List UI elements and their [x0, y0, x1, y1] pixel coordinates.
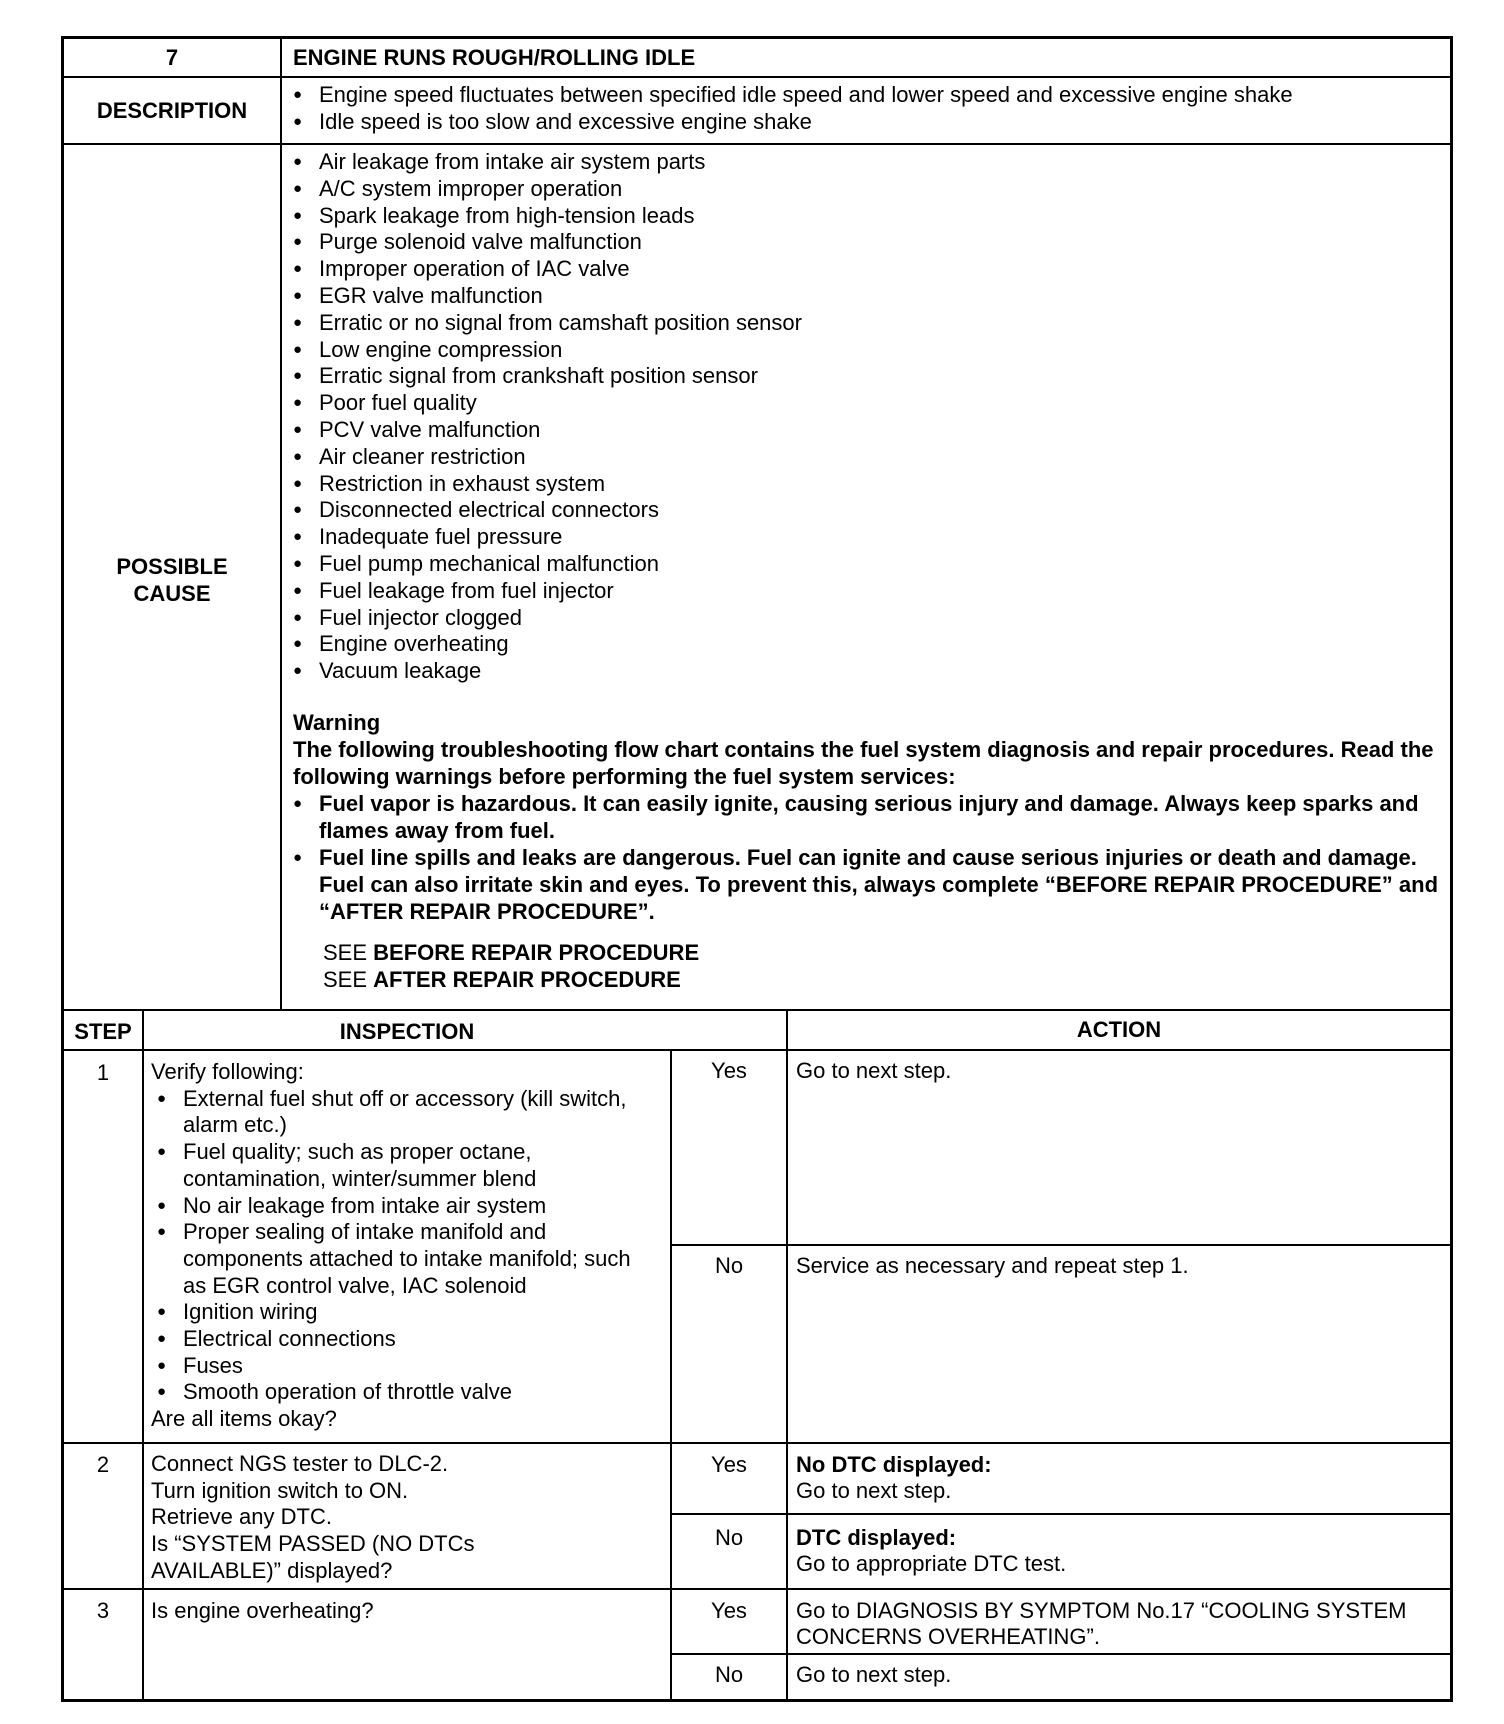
description-list [287, 82, 1442, 136]
yes-action: Go to next step. [796, 1058, 952, 1083]
yes-action [796, 1452, 1436, 1504]
no-label: No [714, 1525, 744, 1550]
row-divider [64, 143, 1450, 145]
yes-label: Yes [711, 1058, 747, 1083]
action-suffix: No.17 “COOLING SYSTEM CONCERNS OVERHEATING”. [796, 1598, 1407, 1649]
inspection-line: Turn ignition switch to ON. [151, 1477, 409, 1503]
list-item: ● Engine overheating [287, 631, 1442, 658]
list-item: ● Ignition wiring [151, 1299, 656, 1326]
warning-block [293, 709, 1443, 925]
column-divider [142, 1009, 144, 1699]
symptom-title: ENGINE RUNS ROUGH/ROLLING IDLE [293, 45, 696, 70]
inspection-line: Connect NGS tester to DLC-2. [151, 1451, 449, 1476]
list-item: ● Fuel injector clogged [287, 605, 1442, 632]
yes-label: Yes [711, 1598, 747, 1623]
possible-cause-label-line: CAUSE [133, 581, 211, 606]
action-prefix: Go to [796, 1598, 850, 1623]
list-item: ● Vacuum leakage [287, 658, 1442, 685]
yes-label: Yes [711, 1452, 747, 1477]
list-item: ● Fuel pump mechanical malfunction [287, 551, 1442, 578]
no-label: No [714, 1253, 744, 1278]
inspection-question: Are all items okay? [151, 1406, 337, 1432]
list-item: ● Air cleaner restriction [287, 444, 1442, 471]
column-header-action: ACTION [1076, 1017, 1162, 1042]
step-number: 3 [96, 1598, 110, 1623]
inspection-line: Is “SYSTEM PASSED (NO DTCs AVAILABLE)” displayed? [151, 1531, 475, 1583]
action-text: Go to appropriate DTC test. [796, 1551, 1067, 1576]
list-item: ● Engine speed fluctuates between specified idle speed and lower speed and excessive engine shake [287, 82, 1442, 109]
column-header-step: STEP [74, 1019, 132, 1044]
see-after-repair [323, 966, 699, 993]
column-header-inspection: INSPECTION [339, 1019, 475, 1044]
description-label: DESCRIPTION [96, 98, 248, 123]
list-item: ● A/C system improper operation [287, 176, 1442, 203]
no-label: No [714, 1662, 744, 1687]
no-action [796, 1525, 1436, 1577]
list-item: ● Inadequate fuel pressure [287, 524, 1442, 551]
possible-cause-label-line: POSSIBLE [116, 554, 228, 579]
symptom-number: 7 [165, 45, 179, 70]
list-item: ● Spark leakage from high-tension leads [287, 203, 1442, 230]
row-divider [64, 1009, 1450, 1011]
inspection-intro: Verify following: [151, 1059, 304, 1084]
list-item: ● PCV valve malfunction [287, 417, 1442, 444]
warning-title: Warning [293, 710, 381, 735]
list-item: ● Erratic or no signal from camshaft position sensor [287, 310, 1442, 337]
column-divider [280, 39, 282, 1009]
list-item: ● EGR valve malfunction [287, 283, 1442, 310]
step-inspection [151, 1059, 656, 1433]
list-item: ● Air leakage from intake air system parts [287, 149, 1442, 176]
list-item: ● Low engine compression [287, 337, 1442, 364]
after-repair-procedure-link[interactable]: AFTER REPAIR PROCEDURE [373, 967, 681, 992]
yes-action [796, 1598, 1436, 1650]
warning-intro: The following troubleshooting flow chart contains the fuel system diagnosis and repair procedures. Read the following warnings before performing the fuel system services: [293, 737, 1434, 789]
see-before-repair [323, 939, 699, 966]
list-item: ● Idle speed is too slow and excessive engine shake [287, 109, 1442, 136]
possible-cause-label [64, 553, 280, 607]
action-title: DTC displayed: [796, 1525, 957, 1550]
list-item: ● Poor fuel quality [287, 390, 1442, 417]
list-item: ● Improper operation of IAC valve [287, 256, 1442, 283]
list-item: ● Restriction in exhaust system [287, 471, 1442, 498]
row-divider [64, 1049, 1450, 1051]
list-item: ● Fuses [151, 1353, 656, 1380]
row-divider [64, 1442, 1450, 1444]
before-repair-procedure-link[interactable]: BEFORE REPAIR PROCEDURE [373, 940, 700, 965]
inspection-question: Is engine overheating? [151, 1598, 374, 1623]
step-number: 1 [96, 1060, 110, 1085]
list-item: ● Fuel vapor is hazardous. It can easily ignite, causing serious injury and damage. Always keep sparks and flames away from fuel. [287, 790, 1443, 844]
diagnosis-by-symptom-link[interactable]: DIAGNOSIS BY SYMPTOM [855, 1598, 1131, 1623]
action-text: Go to next step. [796, 1478, 952, 1503]
possible-cause-list [287, 149, 1442, 685]
list-item: ● Fuel quality; such as proper octane, contamination, winter/summer blend [151, 1139, 656, 1192]
list-item: ● Fuel line spills and leaks are dangerous. Fuel can ignite and cause serious injuries or death and damage. Fuel can also irritate skin and eyes. To prevent this, always complete “BEFORE REPAIR PROCEDURE” and “AFTER REPAIR PROCEDURE”. [287, 844, 1443, 925]
inspection-list [151, 1086, 656, 1406]
warning-list [287, 790, 1443, 925]
no-action: Go to next step. [796, 1662, 952, 1687]
row-divider [64, 76, 1450, 78]
action-title: No DTC displayed: [796, 1452, 992, 1477]
step-inspection [151, 1451, 656, 1585]
row-divider [64, 1588, 1450, 1590]
see-prefix: SEE [323, 940, 368, 965]
troubleshooting-document [61, 36, 1453, 1702]
step-number: 2 [96, 1452, 110, 1477]
list-item: ● Electrical connections [151, 1326, 656, 1353]
list-item: ● Disconnected electrical connectors [287, 497, 1442, 524]
column-divider [786, 1009, 788, 1699]
list-item: ● No air leakage from intake air system [151, 1193, 656, 1220]
inspection-line: Retrieve any DTC. [151, 1504, 332, 1530]
list-item: ● Purge solenoid valve malfunction [287, 229, 1442, 256]
list-item: ● Fuel leakage from fuel injector [287, 578, 1442, 605]
no-action: Service as necessary and repeat step 1. [796, 1253, 1189, 1278]
list-item: ● External fuel shut off or accessory (kill switch, alarm etc.) [151, 1086, 656, 1139]
list-item: ● Smooth operation of throttle valve [151, 1379, 656, 1406]
list-item: ● Erratic signal from crankshaft position sensor [287, 363, 1442, 390]
see-references [323, 939, 699, 993]
list-item: ● Proper sealing of intake manifold and components attached to intake manifold; such as EGR control valve, IAC solenoid [151, 1219, 656, 1299]
see-prefix: SEE [323, 967, 368, 992]
